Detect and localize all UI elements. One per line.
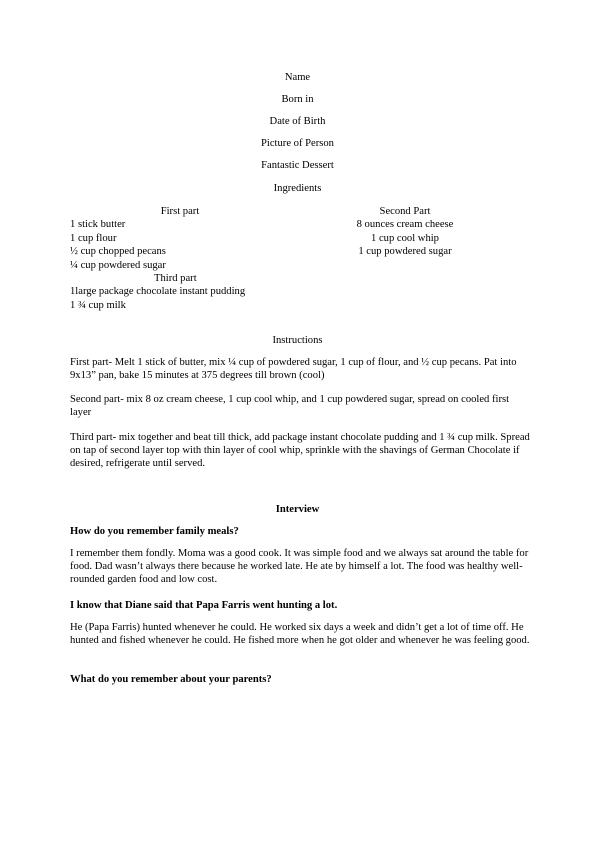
name-label: Name — [284, 72, 311, 83]
interview-question-1: How do you remember family meals? — [70, 526, 239, 537]
ingredient-item: 1 stick butter — [70, 219, 126, 231]
instruction-step-first: First part- Melt 1 stick of butter, mix ¼ cup of powdered sugar, 1 cup of flour, and ½ cup pecans. Pat into 9x13” pan, bake 15 minutes at 375 degrees till brown (cool) — [70, 357, 517, 381]
ingredient-item: 1 ¾ cup milk — [70, 299, 126, 311]
ingredient-item: ½ cup chopped pecans — [70, 246, 166, 258]
ingredient-item: 1large package chocolate instant pudding — [70, 286, 246, 298]
ingredient-item: 1 cup flour — [70, 232, 117, 244]
instructions-title: Instructions — [272, 335, 323, 346]
interview-question-3: What do you remember about your parents? — [70, 674, 272, 685]
date-of-birth-label: Date of Birth — [269, 116, 326, 127]
dessert-title: Fantastic Dessert — [261, 160, 334, 171]
picture-placeholder-label: Picture of Person — [261, 138, 334, 149]
interview-question-2: I know that Diane said that Papa Farris went hunting a lot. — [70, 600, 338, 611]
born-in-label: Born in — [281, 94, 314, 105]
interview-title: Interview — [275, 504, 320, 515]
ingredient-item: 1 cup powdered sugar — [358, 246, 452, 258]
ingredient-item: 8 ounces cream cheese — [356, 219, 454, 231]
ingredients-left-column — [70, 205, 310, 312]
interview-answer-2: He (Papa Farris) hunted whenever he could. He worked six days a week and didn’t get a lot of time off. He hunted and fished whenever he could. He fished more when he got older and whenever he was feeling good. — [70, 622, 530, 646]
instruction-step-second: Second part- mix 8 oz cream cheese, 1 cup cool whip, and 1 cup powdered sugar, spread on cooled first layer — [70, 394, 510, 418]
instruction-step-third: Third part- mix together and beat till thick, add package instant chocolate pudding and 1 ¾ cup milk. Spread on tap of second layer top with thin layer of cool whip, sprinkle with the shavings of German Chocolate if desired, refrigerate until served. — [70, 432, 530, 469]
ingredients-right-column — [325, 205, 485, 259]
ingredients-title: Ingredients — [273, 183, 322, 194]
third-part-heading: Third part — [154, 272, 197, 284]
first-part-heading: First part — [160, 206, 200, 217]
interview-answer-1: I remember them fondly. Moma was a good cook. It was simple food and we always sat around the table for food. Dad wasn’t always there because he worked late. He ate by himself a lot. The food was healthy well-rounded garden food and low cost. — [70, 548, 529, 585]
ingredient-item: ¼ cup powdered sugar — [70, 259, 166, 271]
ingredient-item: 1 cup cool whip — [371, 232, 439, 244]
second-part-heading: Second Part — [379, 206, 431, 217]
